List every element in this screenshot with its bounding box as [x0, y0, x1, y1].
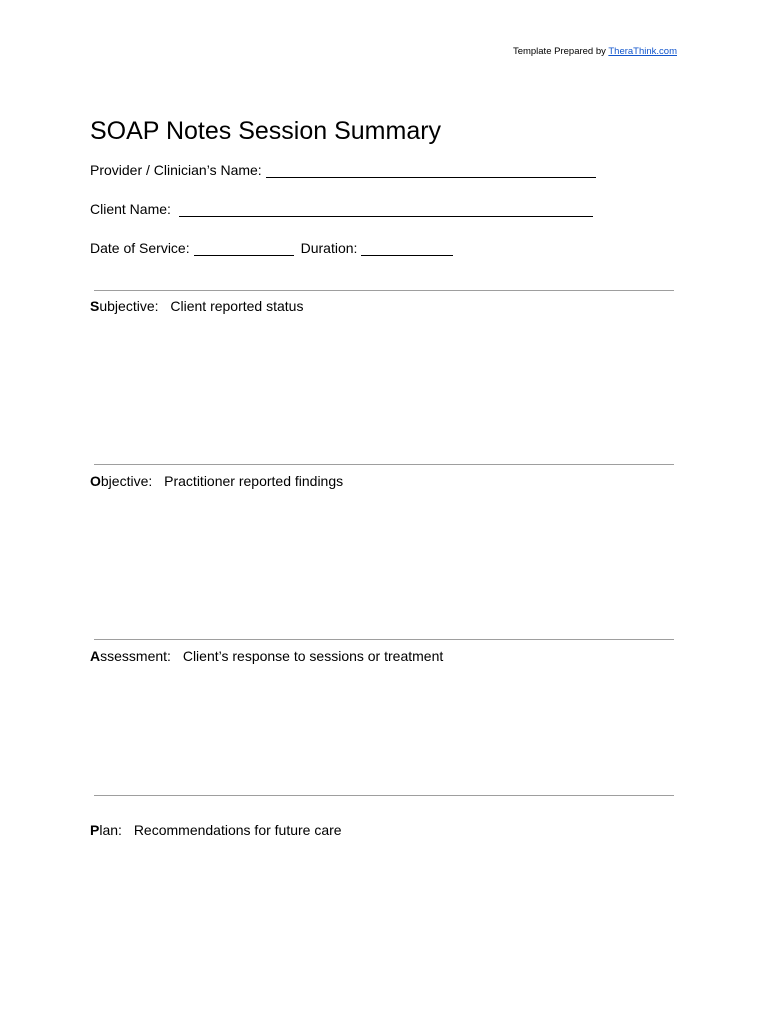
section-description: Recommendations for future care	[133, 822, 342, 838]
provider-label: Provider / Clinician’s Name:	[90, 162, 262, 178]
section-label: bjective:	[100, 473, 153, 489]
section-divider-assessment	[94, 639, 674, 640]
section-initial: P	[90, 822, 100, 838]
section-assessment	[90, 648, 443, 664]
section-plan	[90, 822, 342, 838]
section-label: ubjective:	[99, 298, 159, 314]
section-label: lan:	[99, 822, 122, 838]
section-initial: S	[90, 298, 100, 314]
date-duration-row	[90, 240, 453, 256]
provider-field-row	[90, 162, 596, 178]
section-label: ssessment:	[100, 648, 171, 664]
section-description: Practitioner reported findings	[164, 473, 344, 489]
section-divider-plan	[94, 795, 674, 796]
duration-label: Duration:	[300, 240, 358, 256]
date-label: Date of Service:	[90, 240, 190, 256]
section-divider-subjective	[94, 290, 674, 291]
date-of-service-blank[interactable]	[194, 243, 294, 256]
section-initial: A	[90, 648, 101, 664]
provider-name-blank[interactable]	[266, 165, 596, 178]
therathink-link[interactable]: TheraThink.com	[608, 46, 677, 57]
section-description: Client’s response to sessions or treatment	[182, 648, 444, 664]
section-initial: O	[90, 473, 101, 489]
section-subjective	[90, 298, 303, 314]
document-title: SOAP Notes Session Summary	[90, 117, 442, 145]
section-divider-objective	[94, 464, 674, 465]
credit-prefix: Template Prepared by	[512, 46, 606, 57]
client-label: Client Name:	[90, 201, 171, 217]
section-objective	[90, 473, 343, 489]
duration-blank[interactable]	[361, 243, 453, 256]
template-credit	[513, 46, 677, 57]
section-description: Client reported status	[170, 298, 304, 314]
client-field-row	[90, 201, 593, 217]
client-name-blank[interactable]	[179, 204, 593, 217]
